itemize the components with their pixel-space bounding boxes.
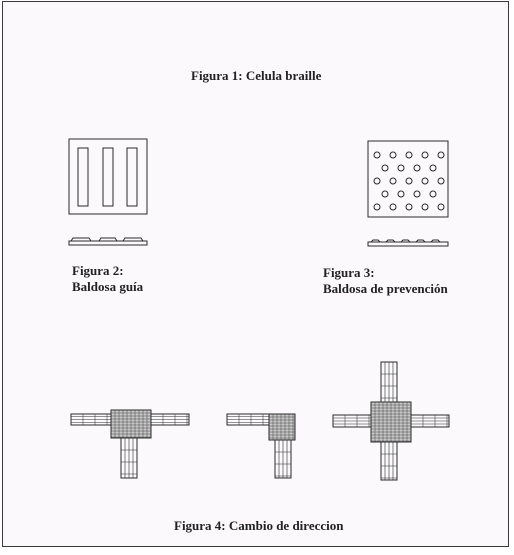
- dome-dot: [438, 178, 444, 184]
- guide-tile-side-view: [69, 238, 147, 245]
- dome-dot: [422, 152, 428, 158]
- dome-dot: [374, 152, 380, 158]
- dome-dot: [406, 204, 412, 210]
- document-page: [2, 1, 509, 547]
- dome-dot: [406, 152, 412, 158]
- warning-tile-side-view: [368, 240, 448, 246]
- dome-dot: [374, 204, 380, 210]
- dome-dot: [438, 204, 444, 210]
- dome-dot: [438, 152, 444, 158]
- l-corner-diagram: [227, 414, 295, 478]
- cross-junction-diagram: [333, 362, 449, 480]
- dome-dot: [390, 204, 396, 210]
- figure-2-caption-line1: Figura 2:: [72, 263, 124, 278]
- figure-3-caption-line1: Figura 3:: [323, 265, 375, 280]
- dome-dot: [414, 191, 420, 197]
- dome-dot: [390, 152, 396, 158]
- dome-dot: [422, 204, 428, 210]
- dome-dot: [398, 191, 404, 197]
- figure-4-caption: Figura 4: Cambio de direccion: [174, 518, 344, 533]
- dome-dot: [414, 165, 420, 171]
- guide-tile-top-view: [69, 139, 147, 214]
- truncated-dome-dots: [374, 152, 444, 210]
- dome-dot: [398, 165, 404, 171]
- dome-dot: [430, 191, 436, 197]
- figure-2-caption-line2: Baldosa guía: [72, 279, 144, 294]
- dome-dot: [382, 165, 388, 171]
- dome-dot: [422, 178, 428, 184]
- figure-2-caption: [72, 263, 143, 295]
- dome-dot: [430, 165, 436, 171]
- figure-3-caption-line2: Baldosa de prevención: [323, 281, 448, 296]
- dome-dot: [374, 178, 380, 184]
- figure-3-caption: [323, 265, 448, 297]
- dome-dot: [382, 191, 388, 197]
- warning-tile-top-view: [368, 141, 448, 217]
- figure-1-caption: Figura 1: Celula braille: [191, 68, 322, 83]
- dome-dot: [390, 178, 396, 184]
- dome-dot: [406, 178, 412, 184]
- t-junction-diagram: [71, 410, 189, 478]
